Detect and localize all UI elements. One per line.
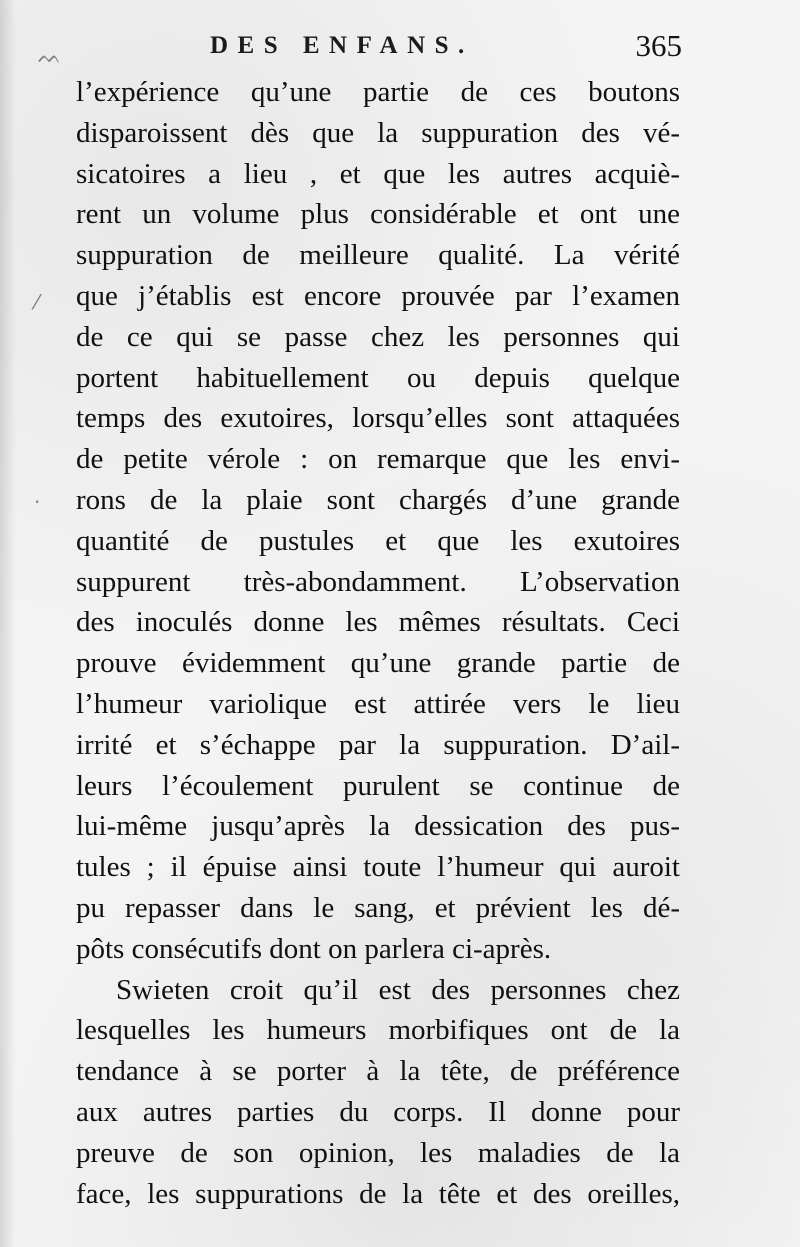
text-line: preuve de son opinion, les maladies de la: [76, 1136, 680, 1169]
page-number: 365: [635, 28, 682, 63]
margin-mark: ⁄: [35, 290, 39, 314]
text-line: portent habituellement ou depuis quelque: [76, 361, 680, 394]
text-line: rent un volume plus considérable et ont une: [76, 198, 680, 231]
text-line: l’expérience qu’une partie de ces boutons: [76, 76, 680, 108]
text-line: de petite vérole : on remarque que les envi-: [76, 443, 680, 476]
text-line: irrité et s’échappe par la suppuration. D’ail-: [76, 728, 680, 761]
text-line: quantité de pustules et que les exutoires: [76, 524, 680, 557]
text-line: leurs l’écoulement purulent se continue de: [76, 769, 680, 802]
text-line: tendance à se porter à la tête, de préférence: [76, 1055, 680, 1088]
running-head: DES ENFANS.: [210, 32, 474, 59]
text-line: prouve évidemment qu’une grande partie de: [76, 647, 680, 680]
text-line: de ce qui se passe chez les personnes qui: [76, 320, 680, 353]
text-line: suppurent très-abondamment. L’observation: [76, 565, 680, 598]
text-line: pôts consécutifs dont on parlera ci-après.: [76, 932, 552, 965]
text-line: que j’établis est encore prouvée par l’examen: [76, 279, 680, 312]
body-text: [76, 72, 680, 1214]
text-line: l’humeur variolique est attirée vers le lieu: [76, 687, 680, 720]
page-header: [0, 28, 800, 72]
text-line: face, les suppurations de la tête et des oreilles,: [76, 1177, 680, 1210]
text-line: aux autres parties du corps. Il donne pour: [76, 1095, 680, 1128]
text-line: sicatoires a lieu , et que les autres acquiè-: [76, 157, 680, 190]
text-line: disparoissent dès que la suppuration des vé-: [76, 116, 680, 149]
text-line: temps des exutoires, lorsqu’elles sont attaquées: [76, 402, 680, 435]
page-spine-shadow: [0, 0, 16, 1247]
text-line: pu repasser dans le sang, et prévient les dé-: [76, 891, 680, 924]
text-line: rons de la plaie sont chargés d’une grande: [76, 483, 680, 516]
margin-mark: ·: [34, 490, 41, 514]
text-line: des inoculés donne les mêmes résultats. Ceci: [76, 606, 680, 639]
text-line: Swieten croit qu’il est des personnes chez: [116, 973, 680, 1006]
text-line: suppuration de meilleure qualité. La vérité: [76, 239, 680, 272]
text-line: lesquelles les humeurs morbifiques ont de la: [76, 1014, 680, 1047]
margin-mark: ᨓ: [38, 44, 62, 68]
text-line: lui-même jusqu’après la dessication des pus-: [76, 810, 680, 843]
text-line: tules ; il épuise ainsi toute l’humeur qui auroit: [76, 851, 680, 884]
